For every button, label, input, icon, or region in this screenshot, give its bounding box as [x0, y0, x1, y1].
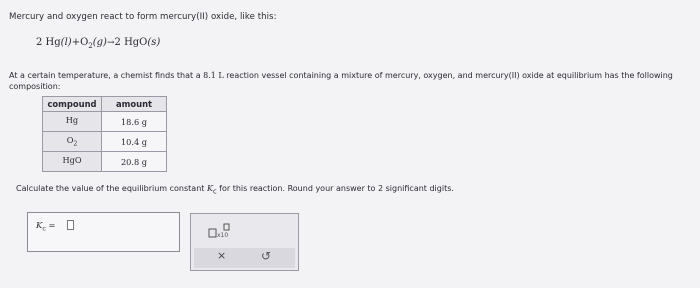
vessel-volume: 8.1 L [203, 71, 224, 80]
chemical-equation: 2 $Hg(l)+O_2(g)\to 2$ HgO(s) [36, 37, 161, 50]
header-compound: compound [43, 97, 102, 112]
tools-bar [194, 248, 295, 268]
amount-cell: 18.6 g [102, 112, 167, 132]
compound-cell: $O_2$ [43, 132, 102, 152]
table-header-row [43, 97, 167, 112]
table-row [43, 112, 167, 132]
answer-box [27, 212, 180, 252]
problem-intro: Mercury and oxygen react to form mercury(II) oxide, like this: [9, 12, 277, 22]
scientific-notation-icon[interactable] [208, 223, 230, 239]
table-row [43, 132, 167, 152]
header-amount: amount [102, 97, 167, 112]
undo-icon[interactable]: ↺ [261, 249, 272, 263]
question-text: Calculate the value of the equilibrium constant $K_c$ for this reaction. Round your answer to 2 significant digits. [16, 184, 454, 196]
compound-cell: Hg [43, 112, 102, 132]
amount-cell: 20.8 g [102, 152, 167, 172]
kc-label: $K_c$ = [36, 221, 56, 233]
table-row [43, 152, 167, 172]
answer-tools-panel [190, 213, 299, 271]
compound-cell: HgO [43, 152, 102, 172]
problem-paragraph: At a certain temperature, a chemist finds that a 8.1 L reaction vessel containing a mixture of mercury, oxygen, and mercury(II) oxide at equilibrium has the following composition: [9, 71, 673, 91]
clear-icon[interactable]: × [217, 249, 227, 262]
svg-text:x10: x10 [217, 232, 229, 239]
composition-table [42, 96, 167, 172]
amount-cell: 10.4 g [102, 132, 167, 152]
kc-answer-input[interactable] [67, 220, 74, 230]
